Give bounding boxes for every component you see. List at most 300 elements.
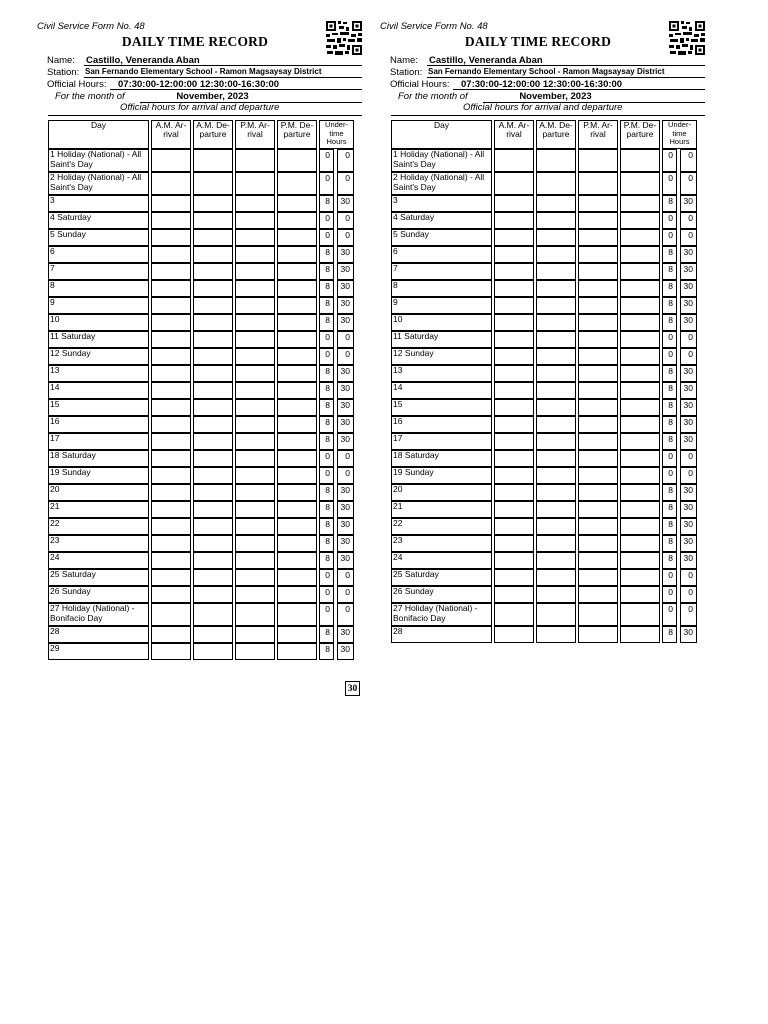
undertime-minutes-cell: 30 [680,433,697,450]
day-cell: 10 [391,314,492,331]
note-underline [48,115,362,116]
am-departure-cell [536,569,576,586]
table-row [48,535,354,552]
undertime-hours-cell: 8 [319,535,334,552]
undertime-hours-cell: 8 [319,416,334,433]
table-row [391,149,697,172]
pm-arrival-cell [235,399,275,416]
am-arrival-cell [494,535,534,552]
undertime-hours-cell: 8 [319,433,334,450]
undertime-hours-cell: 8 [662,535,677,552]
am-arrival-cell [494,314,534,331]
table-row [391,263,697,280]
day-cell: 3 [48,195,149,212]
undertime-hours-cell: 0 [662,331,677,348]
pm-arrival-cell [578,382,618,399]
table-row [48,195,354,212]
undertime-minutes-cell: 30 [337,297,354,314]
undertime-hours-cell: 0 [319,569,334,586]
undertime-minutes-cell: 30 [680,626,697,643]
undertime-hours-cell: 0 [319,331,334,348]
day-cell: 6 [48,246,149,263]
undertime-minutes-cell: 0 [337,229,354,246]
am-arrival-cell [494,229,534,246]
col-am-departure: A.M. De-parture [536,120,576,149]
col-pm-departure: P.M. De-parture [620,120,660,149]
undertime-hours-cell: 8 [319,297,334,314]
table-row [391,603,697,626]
table-row [48,348,354,365]
pm-departure-cell [620,416,660,433]
table-row [48,172,354,195]
table-row [391,195,697,212]
day-cell: 5 Sunday [391,229,492,246]
undertime-hours-cell: 0 [319,229,334,246]
col-am-arrival: A.M. Ar-rival [151,120,191,149]
table-row [391,212,697,229]
am-arrival-cell [151,382,191,399]
pm-arrival-cell [578,467,618,484]
undertime-minutes-cell: 30 [680,399,697,416]
pm-arrival-cell [578,626,618,643]
name-underline [427,65,705,66]
day-cell: 24 [48,552,149,569]
undertime-minutes-cell: 30 [337,518,354,535]
table-row [48,416,354,433]
pm-departure-cell [277,586,317,603]
day-cell: 14 [48,382,149,399]
table-row [391,172,697,195]
pm-arrival-cell [235,280,275,297]
pm-arrival-cell [235,229,275,246]
am-arrival-cell [151,365,191,382]
pm-arrival-cell [235,586,275,603]
am-arrival-cell [494,195,534,212]
day-cell: 29 [48,643,149,660]
undertime-minutes-cell: 0 [680,467,697,484]
undertime-hours-cell: 0 [319,467,334,484]
am-arrival-cell [151,229,191,246]
undertime-hours-cell: 0 [662,229,677,246]
undertime-hours-cell: 8 [662,518,677,535]
pm-arrival-cell [235,246,275,263]
am-arrival-cell [151,518,191,535]
undertime-hours-cell: 8 [319,246,334,263]
day-cell: 7 [48,263,149,280]
am-departure-cell [193,450,233,467]
pm-arrival-cell [578,433,618,450]
pm-arrival-cell [578,552,618,569]
pm-departure-cell [620,399,660,416]
undertime-minutes-cell: 0 [680,212,697,229]
day-cell: 3 [391,195,492,212]
pm-departure-cell [620,603,660,626]
note-underline [391,115,705,116]
pm-departure-cell [620,484,660,501]
pm-arrival-cell [235,314,275,331]
undertime-hours-cell: 8 [662,195,677,212]
am-departure-cell [193,643,233,660]
day-cell: 7 [391,263,492,280]
am-arrival-cell [151,603,191,626]
station-underline [427,77,705,78]
undertime-hours-cell: 8 [319,518,334,535]
am-arrival-cell [494,172,534,195]
day-cell: 16 [391,416,492,433]
day-cell: 26 Sunday [48,586,149,603]
pm-departure-cell [277,603,317,626]
pm-arrival-cell [235,149,275,172]
undertime-minutes-cell: 30 [337,246,354,263]
am-departure-cell [193,263,233,280]
table-row [391,365,697,382]
pm-departure-cell [620,501,660,518]
undertime-minutes-cell: 0 [337,569,354,586]
day-cell: 17 [391,433,492,450]
undertime-hours-cell: 0 [662,603,677,626]
pm-departure-cell [620,212,660,229]
undertime-hours-cell: 8 [319,382,334,399]
am-arrival-cell [151,246,191,263]
table-row [48,297,354,314]
pm-departure-cell [277,365,317,382]
am-arrival-cell [494,348,534,365]
undertime-minutes-cell: 0 [337,149,354,172]
pm-arrival-cell [578,501,618,518]
pm-departure-cell [277,149,317,172]
pm-arrival-cell [235,297,275,314]
am-departure-cell [193,399,233,416]
pm-departure-cell [277,643,317,660]
undertime-minutes-cell: 0 [680,149,697,172]
official-hours-note: Official hours for arrival and departure [463,102,623,113]
pm-departure-cell [620,297,660,314]
day-cell: 12 Sunday [391,348,492,365]
am-arrival-cell [494,467,534,484]
am-departure-cell [536,365,576,382]
undertime-hours-cell: 8 [662,365,677,382]
undertime-hours-cell: 0 [662,172,677,195]
am-departure-cell [193,569,233,586]
pm-arrival-cell [578,263,618,280]
pm-arrival-cell [578,416,618,433]
am-arrival-cell [494,399,534,416]
day-cell: 21 [391,501,492,518]
day-cell: 27 Holiday (National) - Bonifacio Day [48,603,149,626]
am-departure-cell [536,246,576,263]
pm-departure-cell [277,399,317,416]
day-cell: 23 [48,535,149,552]
hours-underline [110,89,362,90]
table-row [391,586,697,603]
pm-arrival-cell [235,467,275,484]
day-cell: 22 [391,518,492,535]
pm-departure-cell [620,535,660,552]
table-row [48,382,354,399]
table-row [391,433,697,450]
dtr-table [48,120,354,660]
pm-arrival-cell [235,416,275,433]
name-underline [84,65,362,66]
undertime-minutes-cell: 0 [337,348,354,365]
pm-arrival-cell [578,331,618,348]
am-departure-cell [193,501,233,518]
am-arrival-cell [151,626,191,643]
table-row [48,212,354,229]
undertime-minutes-cell: 0 [680,348,697,365]
undertime-minutes-cell: 30 [337,382,354,399]
day-cell: 20 [391,484,492,501]
day-cell: 8 [391,280,492,297]
pm-departure-cell [620,149,660,172]
am-departure-cell [193,416,233,433]
am-arrival-cell [151,399,191,416]
am-arrival-cell [151,467,191,484]
am-arrival-cell [494,365,534,382]
day-cell: 13 [391,365,492,382]
am-departure-cell [536,195,576,212]
pm-departure-cell [277,280,317,297]
am-departure-cell [193,518,233,535]
pm-departure-cell [277,501,317,518]
name-label: Name: [47,55,75,66]
undertime-hours-cell: 8 [319,484,334,501]
pm-arrival-cell [235,172,275,195]
pm-departure-cell [277,416,317,433]
am-arrival-cell [494,552,534,569]
pm-departure-cell [620,331,660,348]
undertime-hours-cell: 0 [319,586,334,603]
am-arrival-cell [494,246,534,263]
am-departure-cell [536,382,576,399]
am-departure-cell [193,280,233,297]
pm-departure-cell [277,195,317,212]
pm-arrival-cell [578,280,618,297]
table-row [391,297,697,314]
table-row [391,246,697,263]
am-departure-cell [536,314,576,331]
am-arrival-cell [151,331,191,348]
am-departure-cell [193,314,233,331]
undertime-minutes-cell: 30 [337,263,354,280]
pm-departure-cell [277,450,317,467]
pm-departure-cell [620,195,660,212]
am-departure-cell [193,382,233,399]
am-arrival-cell [494,450,534,467]
pm-arrival-cell [235,263,275,280]
pm-arrival-cell [578,195,618,212]
am-arrival-cell [494,263,534,280]
table-row [391,518,697,535]
day-cell: 20 [48,484,149,501]
undertime-minutes-cell: 0 [680,172,697,195]
undertime-hours-cell: 8 [319,643,334,660]
undertime-minutes-cell: 30 [337,501,354,518]
pm-departure-cell [620,569,660,586]
am-departure-cell [193,229,233,246]
table-row [48,149,354,172]
table-row [391,535,697,552]
pm-departure-cell [620,586,660,603]
undertime-minutes-cell: 30 [680,535,697,552]
am-arrival-cell [151,433,191,450]
pm-arrival-cell [578,518,618,535]
undertime-minutes-cell: 0 [680,450,697,467]
employee-name: Castillo, Veneranda Aban [429,55,543,66]
pm-departure-cell [277,263,317,280]
pm-departure-cell [277,467,317,484]
undertime-hours-cell: 0 [319,172,334,195]
month-label: For the month of [398,91,468,102]
am-departure-cell [536,348,576,365]
table-row [48,552,354,569]
am-departure-cell [193,331,233,348]
pm-departure-cell [620,365,660,382]
undertime-minutes-cell: 0 [337,467,354,484]
am-departure-cell [536,212,576,229]
undertime-hours-cell: 0 [662,586,677,603]
undertime-hours-cell: 0 [319,603,334,626]
col-day: Day [391,120,492,149]
pm-departure-cell [277,569,317,586]
pm-arrival-cell [235,603,275,626]
station-label: Station: [47,67,80,78]
am-arrival-cell [494,212,534,229]
hours-underline [453,89,705,90]
table-header-row [48,120,354,149]
day-cell: 25 Saturday [391,569,492,586]
day-cell: 19 Sunday [391,467,492,484]
am-arrival-cell [151,643,191,660]
am-arrival-cell [494,569,534,586]
undertime-minutes-cell: 30 [337,433,354,450]
day-cell: 11 Saturday [48,331,149,348]
official-hours-label: Official Hours: [47,79,107,90]
pm-departure-cell [620,626,660,643]
am-departure-cell [536,399,576,416]
am-arrival-cell [151,535,191,552]
am-departure-cell [536,484,576,501]
col-undertime: Under-time Hours [662,120,697,149]
dtr-table [391,120,697,643]
day-cell: 6 [391,246,492,263]
table-row [48,280,354,297]
table-row [391,280,697,297]
am-departure-cell [193,297,233,314]
undertime-hours-cell: 8 [319,263,334,280]
pm-arrival-cell [235,382,275,399]
table-row [391,314,697,331]
col-am-arrival: A.M. Ar-rival [494,120,534,149]
am-arrival-cell [151,280,191,297]
table-header-row [391,120,697,149]
pm-arrival-cell [578,314,618,331]
table-row [48,643,354,660]
day-cell: 17 [48,433,149,450]
pm-arrival-cell [578,229,618,246]
table-row [48,433,354,450]
am-arrival-cell [494,603,534,626]
undertime-hours-cell: 8 [319,501,334,518]
day-cell: 24 [391,552,492,569]
day-cell: 13 [48,365,149,382]
am-arrival-cell [494,626,534,643]
day-cell: 14 [391,382,492,399]
undertime-hours-cell: 0 [319,149,334,172]
table-row [391,382,697,399]
undertime-minutes-cell: 30 [337,626,354,643]
pm-arrival-cell [578,484,618,501]
table-row [391,552,697,569]
undertime-minutes-cell: 30 [680,263,697,280]
undertime-minutes-cell: 30 [337,643,354,660]
pm-arrival-cell [235,552,275,569]
table-row [391,569,697,586]
pm-arrival-cell [235,433,275,450]
am-arrival-cell [494,416,534,433]
pm-departure-cell [620,348,660,365]
form-number: Civil Service Form No. 48 [37,21,145,32]
am-arrival-cell [151,314,191,331]
undertime-hours-cell: 0 [319,348,334,365]
table-row [48,331,354,348]
am-departure-cell [193,484,233,501]
am-departure-cell [193,586,233,603]
pm-departure-cell [620,433,660,450]
pm-arrival-cell [578,450,618,467]
pm-departure-cell [620,280,660,297]
col-day: Day [48,120,149,149]
day-cell: 28 [391,626,492,643]
table-row [48,501,354,518]
pm-departure-cell [277,229,317,246]
month-label: For the month of [55,91,125,102]
pm-arrival-cell [578,348,618,365]
am-arrival-cell [151,172,191,195]
total-page-box: 30 [345,681,360,696]
day-cell: 1 Holiday (National) - All Saint's Day [48,149,149,172]
undertime-minutes-cell: 30 [337,535,354,552]
table-row [48,365,354,382]
pm-departure-cell [277,484,317,501]
undertime-minutes-cell: 0 [680,603,697,626]
undertime-hours-cell: 0 [662,149,677,172]
am-departure-cell [193,535,233,552]
undertime-hours-cell: 8 [662,399,677,416]
table-row [48,569,354,586]
pm-arrival-cell [235,195,275,212]
am-departure-cell [536,263,576,280]
pm-arrival-cell [578,149,618,172]
day-cell: 1 Holiday (National) - All Saint's Day [391,149,492,172]
day-cell: 8 [48,280,149,297]
day-cell: 4 Saturday [391,212,492,229]
day-cell: 23 [391,535,492,552]
undertime-hours-cell: 8 [319,626,334,643]
pm-departure-cell [620,246,660,263]
am-departure-cell [193,433,233,450]
am-departure-cell [536,149,576,172]
day-cell: 9 [391,297,492,314]
am-arrival-cell [494,280,534,297]
day-cell: 5 Sunday [48,229,149,246]
am-arrival-cell [151,569,191,586]
pm-arrival-cell [235,518,275,535]
pm-arrival-cell [235,501,275,518]
undertime-minutes-cell: 0 [680,569,697,586]
undertime-minutes-cell: 0 [337,331,354,348]
undertime-hours-cell: 8 [662,433,677,450]
